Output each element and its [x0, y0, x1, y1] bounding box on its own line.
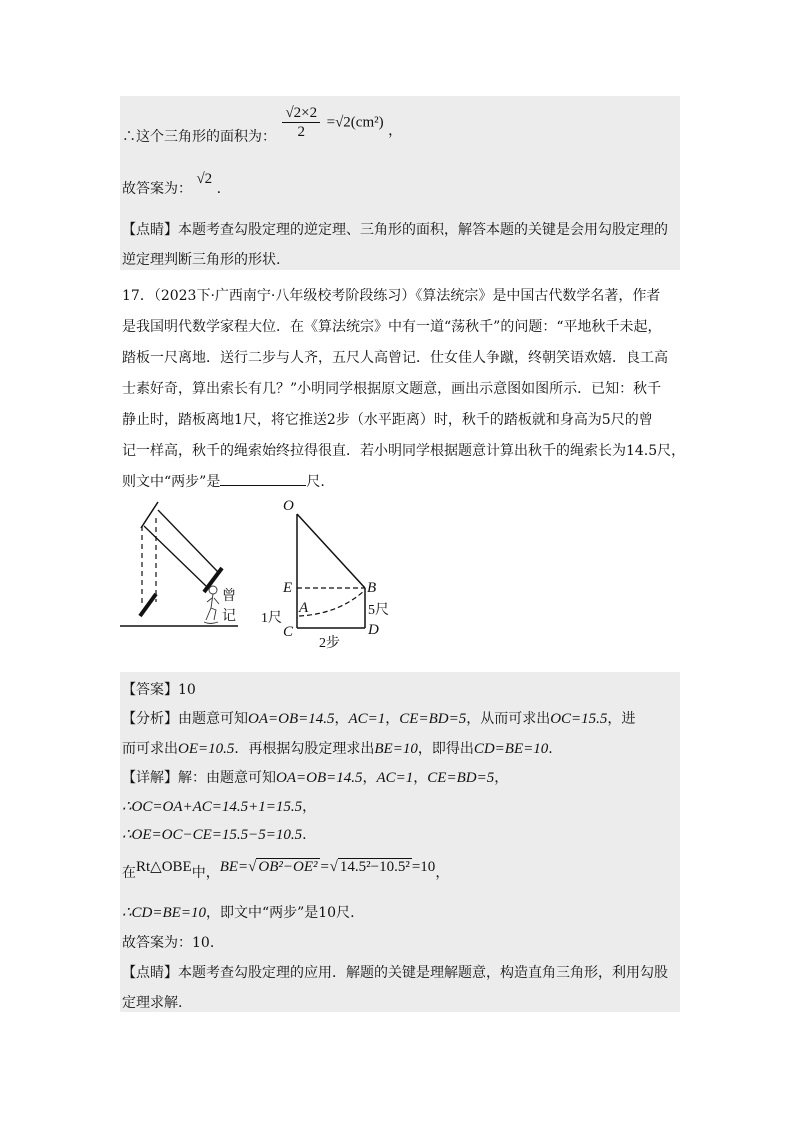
area-result: =√2(cm²): [326, 114, 384, 131]
detail-sep-1: ，: [362, 770, 377, 786]
step-3-mid: 中，: [191, 865, 220, 881]
analysis-end: ，进: [607, 711, 636, 727]
eq-oe: OE=10.5: [178, 741, 235, 757]
step-3-triangle: Rt△OBE: [136, 859, 192, 875]
comment-line-2: 定理求解.: [122, 995, 183, 1011]
detail-line: [122, 767, 508, 787]
detail-label: 【详解】解：由题意可知: [122, 770, 276, 786]
analysis-label: 【分析】由题意可知: [122, 711, 248, 727]
area-denominator: 2: [297, 124, 306, 140]
analysis-line-2-end: .: [548, 741, 553, 757]
final-answer-line: 故答案为：10.: [122, 935, 215, 951]
step-4-end: ，即文中“两步”是10尺.: [205, 905, 355, 921]
point-label-o: O: [283, 498, 294, 514]
step-3-radicand-1: OB²−OE²: [258, 859, 318, 875]
eq-oc: OC=15.5: [550, 711, 608, 727]
problem-line-7-prefix: 则文中“两步”是: [122, 474, 221, 490]
problem-line-3: 踏板一尺离地．送行二步与人齐，五尺人高曾记．仕女佳人争蹴，终朝笑语欢嬉．良工高: [122, 350, 668, 366]
previous-answer-line: [122, 168, 222, 197]
segment-ob: [297, 514, 365, 588]
swing-illustration: [118, 498, 248, 636]
analysis-line-2-mid: ．再根据勾股定理求出: [234, 741, 375, 757]
step-3-eq-right: =10: [411, 859, 436, 875]
detail-eq-oa-ob: OA=OB=14.5: [276, 770, 363, 786]
point-label-e: E: [283, 580, 293, 596]
analysis-sep-1: ，: [334, 711, 349, 727]
previous-comment-line-1: 【点睛】本题考查勾股定理的逆定理、三角形的面积，解答本题的关键是会用勾股定理的: [122, 222, 668, 238]
analysis-line-1: [122, 708, 635, 728]
problem-line-7: [122, 471, 325, 491]
area-suffix: ，: [388, 122, 403, 139]
area-numerator: √2×2: [282, 104, 320, 123]
answer-line: 【答案】10: [122, 682, 196, 698]
step-2-eq: ∴OE=OC−CE=15.5−5=10.5: [122, 827, 303, 843]
step-2-line: [122, 825, 307, 844]
eq-ce-bd: CE=BD=5: [399, 711, 467, 727]
previous-answer-suffix: .: [216, 181, 222, 197]
step-3-end: ，: [435, 865, 450, 881]
step-3-radicand-2: 14.5²−10.5²: [339, 859, 410, 875]
problem-line-5: 静止时，踏板离地1尺，将它推送2步（水平距离）时，秋千的踏板就和身高为5尺的曾: [122, 412, 653, 428]
step-3-sqrt-1: √ OB²−OE²: [248, 859, 318, 875]
label-1-chi: 1尺: [261, 611, 282, 626]
area-line: [122, 104, 403, 145]
previous-answer-value: √2: [196, 171, 213, 187]
problem-line-1: 17．（2023下·广西南宁·八年级校考阶段练习）《算法统宗》是中国古代数学名著，作者: [122, 288, 661, 304]
step-1-eq: ∴OC=OA+AC=14.5+1=15.5: [122, 799, 303, 815]
swing-rope-left: [144, 526, 206, 586]
swing-rope-right: [158, 510, 218, 572]
point-label-d: D: [368, 622, 379, 638]
step-4-eq: ∴CD=BE=10: [122, 905, 206, 921]
detail-eq-ac: AC=1: [376, 770, 414, 786]
area-prefix: ∴这个三角形的面积为：: [122, 128, 276, 145]
detail-sep-2: ，: [413, 770, 428, 786]
eq-be: BE=10: [374, 741, 418, 757]
previous-answer-prefix: 故答案为：: [122, 181, 192, 197]
comment-line-1: 【点睛】本题考查勾股定理的应用．解题的关键是理解题意，构造直角三角形，利用勾股: [122, 965, 668, 981]
label-5-chi: 5尺: [368, 603, 389, 618]
point-label-b: B: [367, 580, 377, 596]
detail-eq-ce-bd: CE=BD=5: [427, 770, 495, 786]
step-3-sqrt-2: √ 14.5²−10.5²: [329, 859, 410, 875]
analysis-sep-2: ，: [385, 711, 400, 727]
person-label-zeng: 曾: [222, 589, 236, 604]
step-2-end: .: [302, 827, 307, 843]
swing-board-pushed: [204, 568, 222, 592]
analysis-line-2: [122, 738, 553, 758]
step-3-eq-left: BE=: [219, 859, 249, 875]
analysis-mid: ，从而可求出: [466, 711, 551, 727]
swing-geometry-diagram: [255, 496, 415, 656]
swing-board-rest: [140, 594, 156, 616]
eq-oa-ob: OA=OB=14.5: [248, 711, 335, 727]
detail-end: ，: [494, 770, 509, 786]
analysis-line-2-prefix: 而可求出: [122, 741, 178, 757]
problem-line-2: 是我国明代数学家程大位．在《算法统宗》中有一道“荡秋千”的问题：“平地秋千未起，: [122, 319, 662, 335]
step-1-line: [122, 796, 316, 816]
arc-ab-dashed: [299, 590, 365, 616]
step-3-prefix: 在: [122, 865, 136, 881]
analysis-line-2-mid2: ，即得出: [417, 741, 474, 757]
step-1-end: ，: [302, 799, 317, 815]
point-label-a: A: [299, 600, 309, 616]
eq-ac: AC=1: [348, 711, 386, 727]
swing-frame-beam: [141, 502, 158, 528]
point-label-c: C: [283, 624, 294, 640]
step-4-line: [122, 902, 355, 922]
step-3-line: [122, 856, 450, 881]
eq-cd: CD=BE=10: [473, 741, 549, 757]
previous-comment-line-2: 逆定理判断三角形的形状.: [122, 252, 281, 268]
area-fraction: [282, 104, 320, 141]
problem-line-7-suffix: 尺.: [306, 474, 325, 490]
problem-line-6: 记一样高，秋千的绳索始终拉得很直．若小明同学根据题意计算出秋千的绳索长为14.5尺，: [122, 443, 686, 459]
step-3-eq-mid: =: [319, 859, 330, 875]
problem-line-4: 士素好奇，算出索长有几？”小明同学根据原文题意，画出示意图如图所示．已知：秋千: [122, 381, 662, 397]
person-label-ji: 记: [222, 609, 236, 624]
answer-blank: [220, 471, 306, 486]
label-2-bu: 2步: [319, 636, 340, 651]
